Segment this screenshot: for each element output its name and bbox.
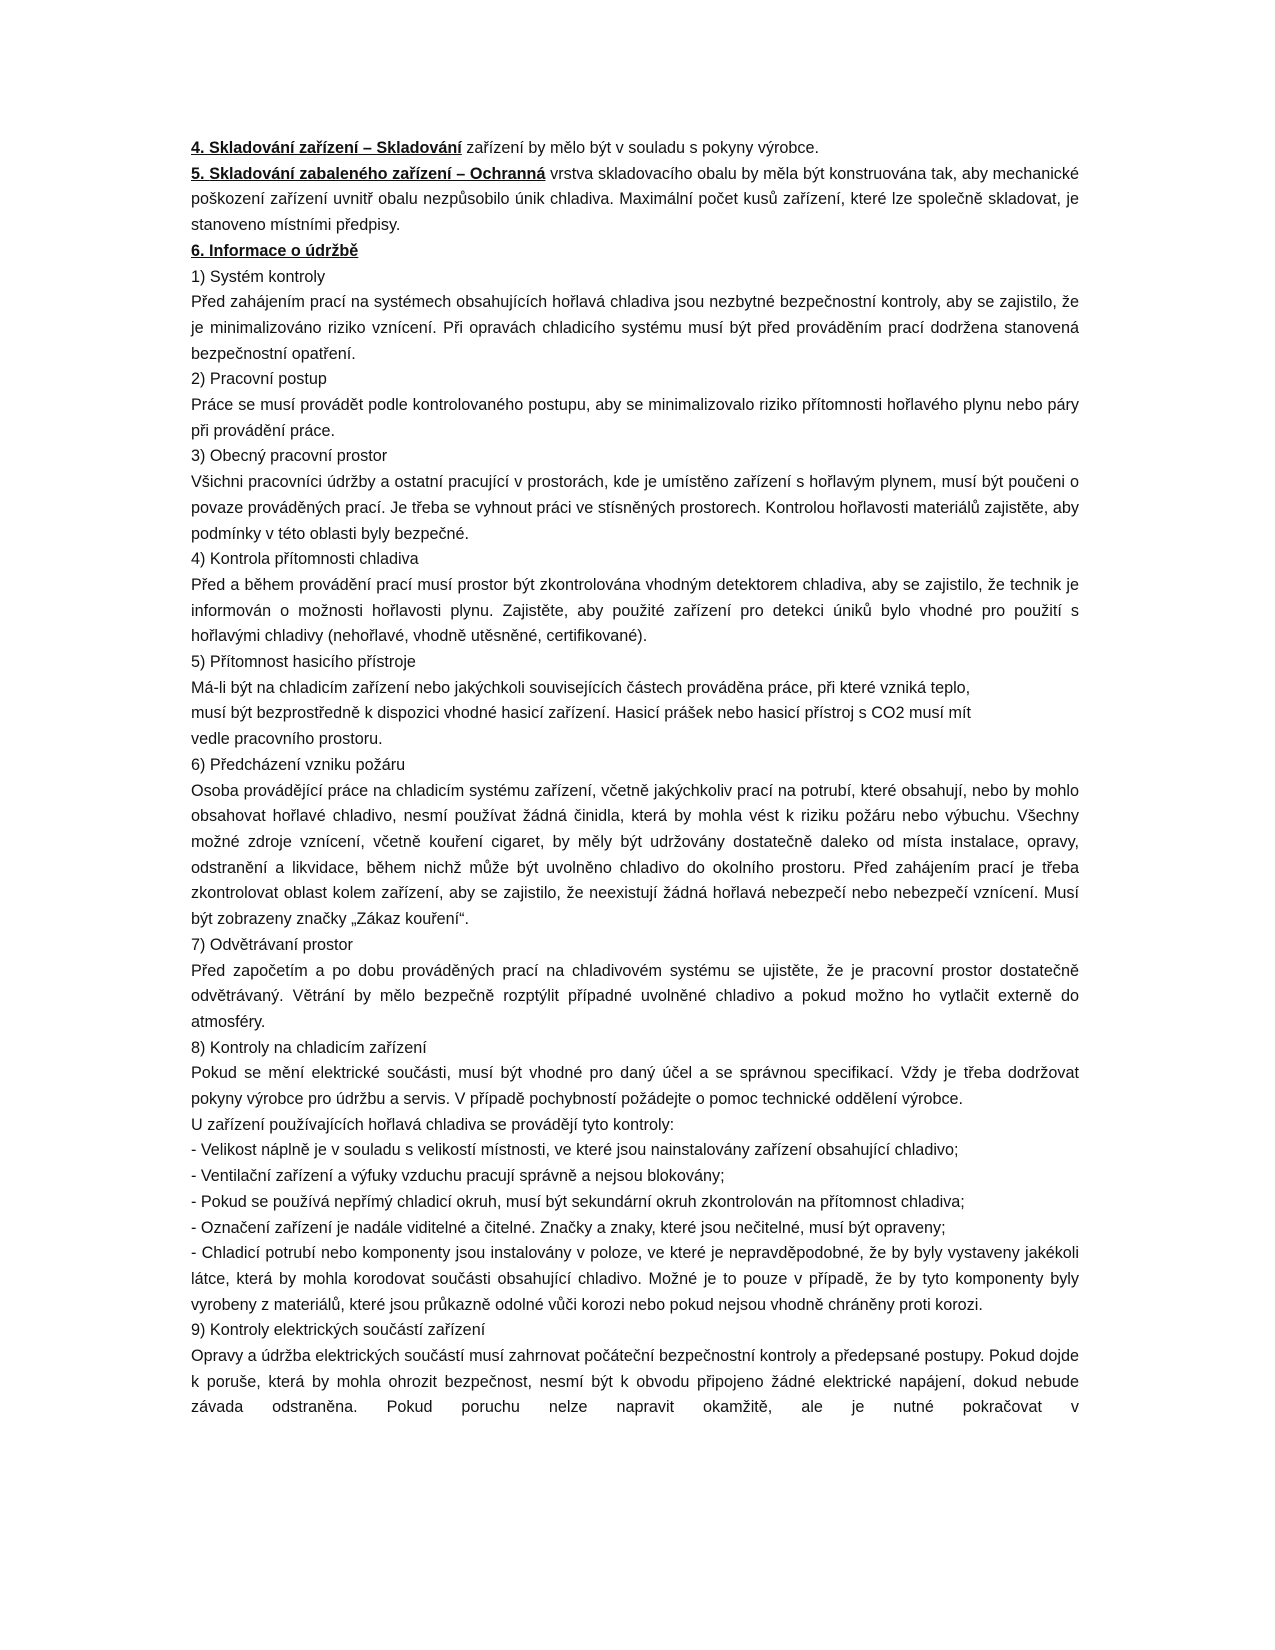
- item-4-body: Před a během provádění prací musí prostor být zkontrolována vhodným detektorem chladiva, aby se zajistilo, že technik je informován o možnosti hořlavosti plynu. Zajistěte, aby použité zařízení pro detekci úniků bylo vhodné pro použití s hořlavými chladivy (nehořlavé, vhodně utěsněné, certifikované).: [191, 575, 1079, 646]
- section-4: [191, 136, 1079, 162]
- section-4-text: zařízení by mělo být v souladu s pokyny výrobce.: [461, 139, 820, 157]
- item-5-body-line-2: musí být bezprostředně k dispozici vhodné hasicí zařízení. Hasicí prášek nebo hasicí přístroj s CO2 musí mít: [191, 704, 972, 723]
- item-7-heading: 7) Odvětrávaní prostor: [191, 935, 353, 954]
- checks-intro: U zařízení používajících hořlavá chladiva se provádějí tyto kontroly:: [191, 1115, 675, 1134]
- item-8-heading: 8) Kontroly na chladicím zařízení: [191, 1038, 427, 1057]
- item-1-body: Před zahájením prací na systémech obsahujících hořlavá chladiva jsou nezbytné bezpečnostní kontroly, aby se zajistilo, že je minimalizováno riziko vznícení. Při opravách chladicího systému musí být před prováděním prací dodržena stanovená bezpečnostní opatření.: [191, 293, 1079, 363]
- check-item-1: - Velikost náplně je v souladu s velikostí místnosti, ve které jsou nainstalovány zařízení obsahující chladivo;: [191, 1141, 959, 1160]
- item-9-heading: 9) Kontroly elektrických součástí zařízení: [191, 1321, 486, 1340]
- item-8-body: Pokud se mění elektrické součásti, musí být vhodné pro daný účel a se správnou specifikací. Vždy je třeba dodržovat pokyny výrobce pro údržbu a servis. V případě pochybností požádejte o pomoc technické oddělení výrobce.: [191, 1064, 1079, 1109]
- item-5-body-line-3: vedle pracovního prostoru.: [191, 730, 383, 749]
- item-2-body: Práce se musí provádět podle kontrolovaného postupu, aby se minimalizovalo riziko přítomnosti hořlavého plynu nebo páry při provádění práce.: [191, 396, 1079, 440]
- item-3-body: Všichni pracovníci údržby a ostatní pracující v prostorách, kde je umístěno zařízení s hořlavým plynem, musí být poučeni o povaze prováděných prací. Je třeba se vyhnout práci ve stísněných prostorech. Kontrolou hořlavosti materiálů zajistěte, aby podmínky v této oblasti byly bezpečné.: [191, 473, 1079, 543]
- section-5: [191, 162, 1079, 239]
- section-5-text: vrstva skladovacího obalu by měla být konstruována tak, aby mechanické poškození zařízení uvnitř obalu nezpůsobilo únik chladiva. Maximální počet kusů zařízení, které lze společně skladovat, je stanoveno místními předpisy.: [191, 164, 1079, 235]
- item-5-heading: 5) Přítomnost hasicího přístroje: [191, 653, 416, 672]
- check-item-3: - Pokud se používá nepřímý chladicí okruh, musí být sekundární okruh zkontrolován na přítomnost chladiva;: [191, 1192, 965, 1211]
- section-5-title: Skladování zabaleného zařízení – Ochranná: [209, 164, 546, 183]
- section-5-number: 5.: [191, 164, 210, 183]
- check-item-4: - Označení zařízení je nadále viditelné a čitelné. Značky a znaky, které jsou nečitelné, musí být opraveny;: [191, 1218, 946, 1237]
- item-3-heading: 3) Obecný pracovní prostor: [191, 447, 388, 466]
- item-6-body: Osoba provádějící práce na chladicím systému zařízení, včetně jakýchkoliv prací na potrubí, které obsahují, nebo by mohlo obsahovat hořlavé chladivo, nesmí používat žádná činidla, která by mohla vést k riziku požáru nebo výbuchu. Všechny možné zdroje vznícení, včetně kouření cigaret, by měly být udržovány dostatečně daleko od místa instalace, opravy, odstranění a likvidace, během nichž může být uvolněno chladivo do okolního prostoru. Před zahájením prací je třeba zkontrolovat oblast kolem zařízení, aby se zajistilo, že neexistují žádná hořlavá nebezpečí nebo nebezpečí vznícení. Musí být zobrazeny značky „Zákaz kouření“.: [191, 781, 1079, 929]
- section-4-title: Skladování zařízení – Skladování: [209, 139, 462, 157]
- item-2-heading: 2) Pracovní postup: [191, 370, 327, 389]
- check-item-5: - Chladicí potrubí nebo komponenty jsou instalovány v poloze, ve které je nepravděpodobné, že by byly vystaveny jakékoli látce, která by mohla korodovat součásti obsahující chladivo. Možné je to pouze v případě, že by tyto komponenty byly vyrobeny z materiálů, které jsou průkazně odolné vůči korozi nebo pokud nejsou vhodně chráněny proti korozi.: [191, 1244, 1079, 1314]
- section-4-number: 4.: [191, 139, 209, 157]
- document-page: [191, 136, 1079, 1421]
- item-5-body-line-1: Má-li být na chladicím zařízení nebo jakýchkoli souvisejících částech prováděna práce, při které vzniká teplo,: [191, 678, 971, 697]
- item-6-heading: 6) Předcházení vzniku požáru: [191, 755, 406, 774]
- section-6-title: 6. Informace o údržbě: [191, 241, 359, 260]
- item-1-heading: 1) Systém kontroly: [191, 267, 326, 286]
- check-item-2: - Ventilační zařízení a výfuky vzduchu pracují správně a nejsou blokovány;: [191, 1167, 725, 1186]
- item-9-body: Opravy a údržba elektrických součástí musí zahrnovat počáteční bezpečnostní kontroly a předepsané postupy. Pokud dojde k poruše, která by mohla ohrozit bezpečnost, nesmí být k obvodu připojeno žádné elektrické napájení, dokud nebude závada odstraněna. Pokud poruchu nelze napravit okamžitě, ale je nutné pokračovat v: [191, 1347, 1079, 1417]
- item-4-heading: 4) Kontrola přítomnosti chladiva: [191, 550, 419, 569]
- item-7-body: Před započetím a po dobu prováděných prací na chladivovém systému se ujistěte, že je pracovní prostor dostatečně odvětrávaný. Větrání by mělo bezpečně rozptýlit případné uvolněné chladivo a pokud možno ho vytlačit externě do atmosféry.: [191, 961, 1079, 1031]
